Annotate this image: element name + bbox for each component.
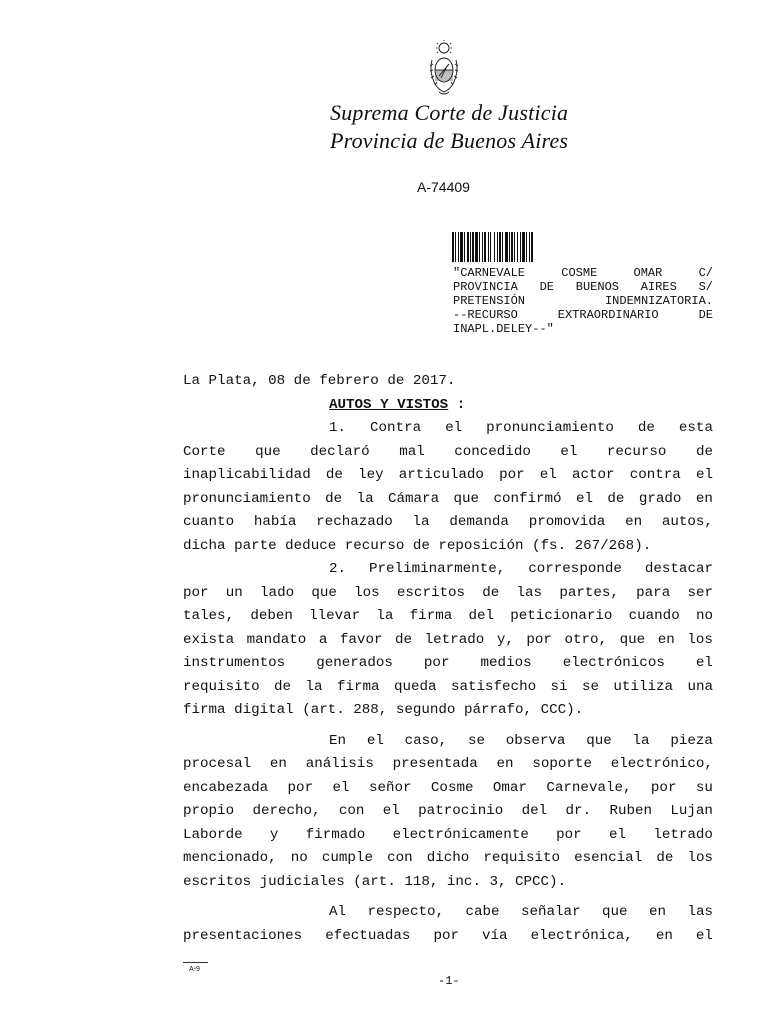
document-body: [183, 370, 713, 948]
body-line: encabezada por el señor Cosme Omar Carnevale, por su: [183, 779, 713, 796]
form-code: A-9: [189, 966, 200, 973]
barcode: [452, 232, 577, 262]
caption-line: PRETENSIÓN INDEMNIZATORIA.: [453, 294, 713, 308]
court-name-line2: Provincia de Buenos Aires: [330, 128, 569, 153]
body-line: 1. Contra el pronunciamiento de esta: [329, 420, 713, 436]
body-line: instrumentos generados por medios electrónicos el: [183, 655, 713, 671]
caption-line: "CARNEVALE COSME OMAR C/: [453, 266, 713, 280]
body-line: En el caso, se observa que la pieza: [329, 732, 713, 749]
caption-line: PROVINCIA DE BUENOS AIRES S/: [453, 280, 713, 294]
body-line: escritos judiciales (art. 118, inc. 3, CPCC).: [183, 873, 567, 890]
body-line: procesal en análisis presentada en soporte electrónico,: [183, 756, 713, 772]
body-line: propio derecho, con el patrocinio del dr. Ruben Lujan: [183, 803, 713, 819]
body-line: mencionado, no cumple con dicho requisito esencial de los: [183, 850, 713, 866]
case-caption: [453, 266, 713, 336]
body-line: Al respecto, cabe señalar que en las: [329, 904, 713, 920]
autos-y-vistos-heading: AUTOS Y VISTOS :: [329, 396, 466, 413]
body-line: presentaciones efectuadas por vía electrónica, en el: [183, 927, 713, 944]
body-line: cuanto había rechazado la demanda promovida en autos,: [183, 514, 713, 530]
footer-rule: [183, 962, 208, 963]
body-line: Laborde y firmado electrónicamente por el letrado: [183, 826, 713, 843]
date-line: La Plata, 08 de febrero de 2017.: [183, 373, 456, 389]
body-line: exista mandato a favor de letrado y, por otro, que en los: [183, 631, 713, 648]
page-number: -1-: [438, 974, 460, 988]
body-line: inaplicabilidad de ley articulado por el actor contra el: [183, 467, 713, 483]
body-line: tales, deben llevar la firma del peticionario cuando no: [183, 608, 713, 624]
caption-line: INAPL. DE LEY--": [453, 322, 554, 336]
body-line: por un lado que los escritos de las partes, para ser: [183, 584, 713, 601]
body-line: requisito de la firma queda satisfecho si se utiliza una: [183, 678, 713, 695]
body-line: firma digital (art. 288, segundo párrafo, CCC).: [183, 702, 584, 718]
body-line: dicha parte deduce recurso de reposición (fs. 267/268).: [183, 537, 652, 554]
caption-line: --RECURSO EXTRAORDINARIO DE: [453, 308, 713, 322]
body-line: pronunciamiento de la Cámara que confirmó el de grado en: [183, 490, 713, 507]
argentine-coat-of-arms-icon: [427, 40, 461, 98]
body-line: Corte que declaró mal concedido el recurso de: [183, 443, 713, 460]
court-name-line1: Suprema Corte de Justicia: [330, 100, 569, 125]
case-number: A-74409: [417, 179, 470, 195]
body-line: 2. Preliminarmente, corresponde destacar: [329, 561, 713, 577]
